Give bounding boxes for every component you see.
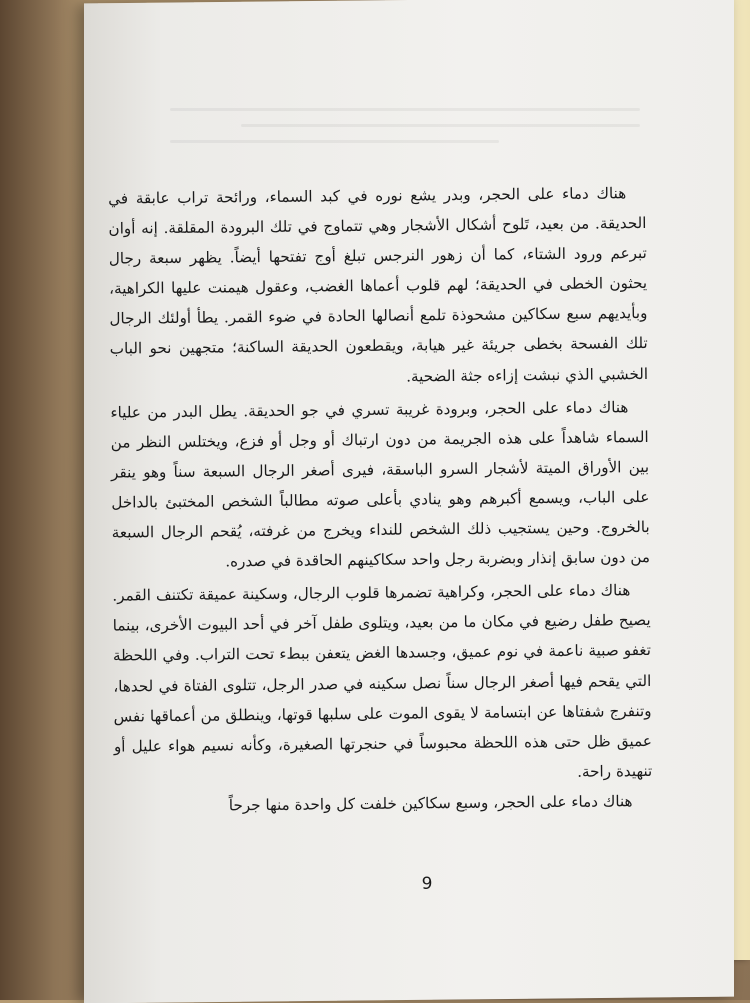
paragraph-3: هناك دماء على الحجر، وكراهية تضمرها قلوب الرجال، وسكينة عميقة تكتنف القمر. يصيح طفل رضيع في مكان ما من بعيد، ويتلوى طفل آخر في أحد البيوت الأخرى، بينما تغفو صبية ناعمة في نوم عميق، وجسدها الغض يتعفن ببطء تحت التراب. وفي اللحظة التي يقحم فيها أصغر الرجال سناً نصل سكينه في صدر الرجل، تتلوى الفتاة في لحدها، وتنفرج شفتاها عن ابتسامة لا يقوى الموت على سلبها قوتها، وينطلق من أعماقها نفس عميق ظل حتى هذه اللحظة محبوساً في حنجرتها الصغيرة، وكأنه نسيم هواء عليل أو تنهيدة راحة. bbox=[112, 581, 653, 781]
paragraph-4: هناك دماء على الحجر، وسبع سكاكين خلفت كل واحدة منها جرحاً bbox=[228, 792, 633, 815]
paragraph-2: هناك دماء على الحجر، وبرودة غريبة تسري في جو الحديقة. يطل البدر من علياء السماء شاهداً على هذه الجريمة من دون ارتباك أو وجل أو فزع، ويختلس النظر من بين الأوراق الميتة لأشجار السرو الباسقة، فيرى أصغر الرجال السبعة سناً وهو ينقر على الباب، ويسمع أكبرهم وهو ينادي بأعلى صوته مطالباً الشخص المختبئ بالداخل بالخروج. وحين يستجيب ذلك الشخص للنداء ويخرج من غرفته، يُقحم الرجال السبعة من دون سابق إنذار وبضربة رجل واحد سكاكينهم الحاقدة في صدره. bbox=[110, 397, 651, 571]
bleed-through-text bbox=[170, 95, 640, 155]
body-text bbox=[108, 178, 653, 822]
page-number: 9 bbox=[421, 874, 433, 894]
paragraph-1: هناك دماء على الحجر، وبدر يشع نوره في كبد السماء، ورائحة تراب عابقة في الحديقة. من بعيد، تَلوح أشكال الأشجار وهي تتماوج في تلك البرودة المقلقة. إنه أوان تبرعم ورود الشتاء، كما أن زهور النرجس تبلغ أوج تفتحها أيضاً. يظهر سبعة رجال يحثون الخطى في الحديقة؛ لهم قلوب أعماها الغضب، وعقول هيمنت عليها الكراهية، وبأيديهم سبع سكاكين مشحوذة تلمع أنصالها الحادة في ضوء القمر. يطأ أولئك الرجال تلك الفسحة بخطى جريئة غير هيابة، ويقطعون الحديقة الساكنة؛ متجهين نحو الباب الخشبي الذي نبشت إزاءه جثة الضحية. bbox=[108, 184, 649, 386]
table-surface bbox=[0, 0, 90, 1000]
